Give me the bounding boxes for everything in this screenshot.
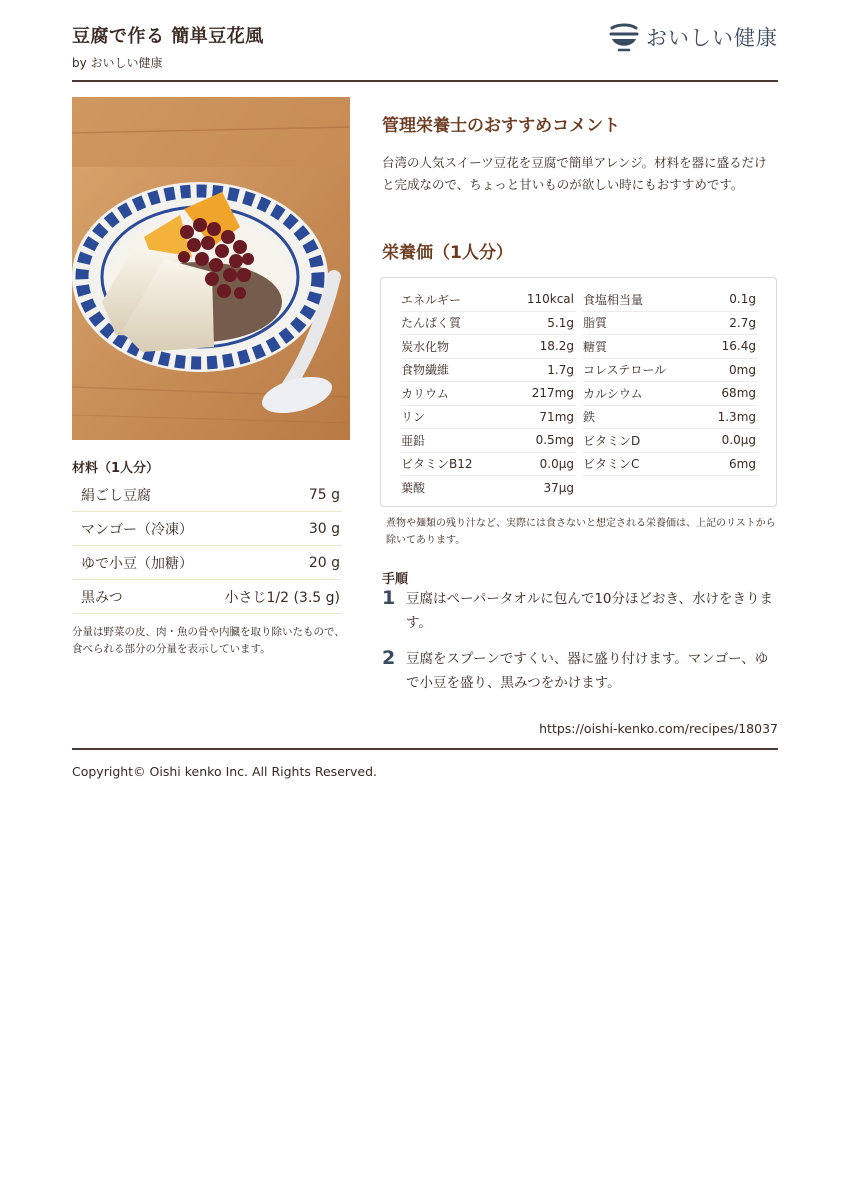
nutrient-name: エネルギー <box>401 292 462 307</box>
steps-heading: 手順 <box>382 572 409 587</box>
nutrient-name: 鉄 <box>583 410 596 425</box>
douhua-dish-image <box>72 97 350 440</box>
nutrition-row <box>401 288 576 312</box>
ingredients-list <box>72 478 342 614</box>
brand-logo-text: おいしい健康 <box>646 26 778 50</box>
nutrition-row <box>583 406 758 430</box>
step-number: 1 <box>382 587 396 609</box>
bowl-logo-icon <box>608 22 640 52</box>
nutrition-row <box>401 312 576 336</box>
nutrient-value: 18.2g <box>539 339 574 354</box>
copyright-text: Copyright© Oishi kenko Inc. All Rights Reserved. <box>72 764 378 779</box>
ingredient-amount: 75 g <box>308 486 340 503</box>
ingredients-heading: 材料（1人分） <box>72 461 160 476</box>
ingredient-row <box>72 580 342 614</box>
nutrient-name: 食物繊維 <box>401 363 450 378</box>
step-number: 2 <box>382 647 396 669</box>
nutrient-name: カリウム <box>401 386 449 401</box>
ingredient-amount: 小さじ1/2 (3.5 g) <box>224 589 340 606</box>
nutrient-value: 217mg <box>531 386 574 401</box>
nutrient-name: 亜鉛 <box>401 433 426 448</box>
nutrient-name: ビタミンB12 <box>401 457 473 472</box>
nutrient-value: 68mg <box>721 386 756 401</box>
nutrient-value: 0.1g <box>729 292 756 307</box>
nutrient-name: 糖質 <box>583 339 608 354</box>
footer-divider <box>72 748 778 750</box>
comment-heading: 管理栄養士のおすすめコメント <box>382 116 621 136</box>
nutrition-row <box>583 312 758 336</box>
nutrition-grid <box>401 288 758 500</box>
nutrition-row <box>583 382 758 406</box>
ingredient-amount: 20 g <box>308 554 340 571</box>
nutrient-name: ビタミンD <box>583 433 641 448</box>
recipe-url-link[interactable]: https://oishi-kenko.com/recipes/18037 <box>539 721 778 736</box>
nutrient-value: 5.1g <box>547 315 574 330</box>
nutrient-value: 16.4g <box>721 339 756 354</box>
ingredient-name: 黒みつ <box>81 589 123 606</box>
nutrient-name: 葉酸 <box>401 481 426 496</box>
header-divider <box>72 80 778 82</box>
nutrient-name: 食塩相当量 <box>583 292 644 307</box>
nutrient-name: 脂質 <box>583 316 608 331</box>
step-item <box>382 648 778 695</box>
nutrition-row <box>401 406 576 430</box>
nutrition-table <box>380 277 777 507</box>
nutrition-row <box>401 359 576 383</box>
nutrient-value: 6mg <box>729 456 756 471</box>
brand-logo[interactable] <box>608 22 778 52</box>
nutrition-row <box>401 382 576 406</box>
nutrient-name: コレステロール <box>583 363 667 378</box>
nutrient-name: カルシウム <box>583 386 643 401</box>
recipe-byline: by おいしい健康 <box>72 56 163 70</box>
nutrition-row <box>401 476 576 500</box>
comment-text: 台湾の人気スイーツ豆花を豆腐で簡単アレンジ。材料を器に盛るだけと完成なので、ちょっと甘いものが欲しい時にもおすすめです。 <box>382 155 767 192</box>
nutrient-value: 71mg <box>539 409 574 424</box>
nutrition-row <box>401 429 576 453</box>
nutrition-row <box>583 359 758 383</box>
nutrient-name: ビタミンC <box>583 457 640 472</box>
nutrient-name: 炭水化物 <box>401 339 450 354</box>
nutrient-value: 0mg <box>729 362 756 377</box>
nutrition-row <box>583 288 758 312</box>
ingredients-note: 分量は野菜の皮、肉・魚の骨や内臓を取り除いたもので、 食べられる部分の分量を表示しています。 <box>72 626 345 656</box>
ingredient-amount: 30 g <box>308 520 340 537</box>
nutrient-value: 1.3mg <box>717 409 756 424</box>
nutrient-value: 37μg <box>543 480 574 495</box>
nutrient-value: 2.7g <box>729 315 756 330</box>
ingredient-name: ゆで小豆（加糖） <box>81 555 193 572</box>
ingredient-row <box>72 478 342 512</box>
nutrient-value: 0.0μg <box>539 456 574 471</box>
recipe-photo <box>72 97 350 440</box>
nutrition-row <box>401 335 576 359</box>
step-item <box>382 588 778 635</box>
ingredient-name: マンゴー（冷凍） <box>81 521 193 538</box>
nutrition-row <box>583 429 758 453</box>
step-text: 豆腐をスプーンですくい、器に盛り付けます。マンゴー、ゆで小豆を盛り、黒みつをかけます。 <box>406 651 769 691</box>
nutrient-value: 1.7g <box>547 362 574 377</box>
nutrition-row <box>583 453 758 477</box>
nutrient-value: 0.5mg <box>535 433 574 448</box>
ingredient-row <box>72 512 342 546</box>
step-text: 豆腐はペーパータオルに包んで10分ほどおき、水けをきります。 <box>406 591 773 631</box>
recipe-title: 豆腐で作る 簡単豆花風 <box>72 26 264 47</box>
nutrient-name: リン <box>401 410 426 425</box>
ingredient-name: 絹ごし豆腐 <box>81 487 151 504</box>
nutrient-value: 0.0μg <box>721 433 756 448</box>
ingredient-row <box>72 546 342 580</box>
nutrient-value: 110kcal <box>526 292 574 307</box>
page-header <box>72 22 778 82</box>
nutrition-note: 煮物や麺類の残り汁など、実際には食さないと想定される栄養価は、上記のリストから除いてあります。 <box>386 518 776 546</box>
nutrition-heading: 栄養価（1人分） <box>382 243 513 263</box>
nutrient-name: たんぱく質 <box>401 316 462 331</box>
nutrition-row <box>583 335 758 359</box>
nutrition-row <box>401 453 576 477</box>
